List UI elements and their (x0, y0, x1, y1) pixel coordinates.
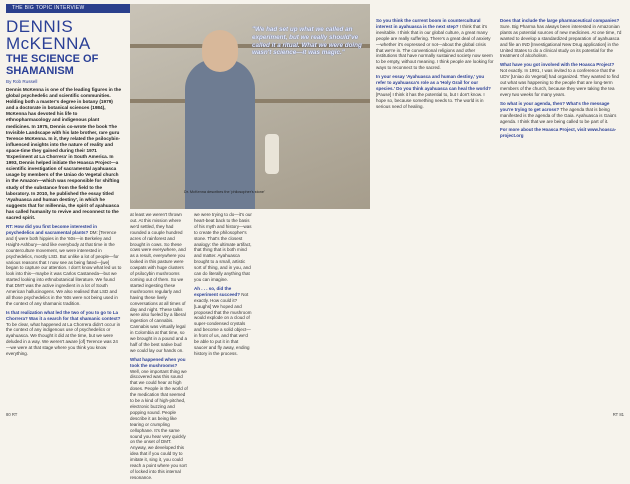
column-5 (500, 18, 622, 142)
answer: To be clear, what happened at La Chorrera didn't occur in the context of any indigenous use of psychedelics or ayahuasca. We thought it did at the time, but we were deluded in a way. We weren't aware [of] Terence was 24—we were at that stage where you think you know everything. (6, 321, 121, 357)
page-number-left: 80 RT (6, 412, 18, 417)
headline-title: THE SCIENCE OF SHAMANISM (6, 53, 99, 77)
question: Is that realization what led the two of you to go to La Chorrera? Was it a search for that shamanic context? (6, 309, 121, 321)
question: So what is your agenda, then? What's the message you're trying to get across? (500, 100, 610, 112)
section-tab: THE BIG TOPIC INTERVIEW (6, 4, 130, 13)
question: Ah . . . so, did the experiment succeed? (194, 285, 241, 297)
answer: DM: [Terence and I] were both hippies in the '60s—in Berkeley and Haight-Ashbury—and like everybody at that time in the counterculture movement, we were interested in psychedelics, mostly LSD. But unlike a lot of people—for various reasons that I now see as being fated—[we] began to capture our attention. I don't know what led us to look into this—maybe it was Carlos Castaneda—but we started looking into ethnobotanical literature. We found that DMT was the active ingredient in a lot of South American hallucinogens. We also realised that LSD and all those psychedelics in the '60s were not being used in the context of any shamanic tradition. (6, 229, 122, 306)
article-intro (6, 18, 122, 360)
column-3 (194, 212, 252, 360)
question: RT: How did you first become interested in psychedelics and sacramental plants? (6, 224, 98, 235)
answer: [Pause] I think it has the potential to, but I don't know. I hope so, because something needs to. The world is in serious need of healing. (376, 91, 485, 109)
answer: Not exactly. In 1991, I was invited to a conference that the UDV [Uniao do Vegetal] had organized. They wanted to find out what was happening to the people that are long-term members of the church, because they were taking the tea every two weeks for many years. (500, 68, 619, 97)
question: So you think the current boom in countercultural interest in ayahuasca is the next step? (376, 18, 481, 29)
figure-head (202, 30, 238, 72)
answer: we were trying to do—it's our heart-beat back to the basis of his myth and history—was to create the philosopher's stone. That's the closest analogy: the ultimate artifact, that thing that is both mind and matter. Ayahuasca brought to a small, artistic sort of thing, and in you, and can do literally anything that you can imagine. (194, 212, 252, 282)
question: What happened when you took the mushrooms? (130, 356, 186, 368)
headline-name: DENNIS McKENNA (6, 17, 91, 53)
question: What have you got involved with the Hoasca Project? (500, 62, 615, 68)
answer: Sure. Big Pharma has always been interested in Amazonian plants as potential sources of new medicines. At one time, I'd wanted to develop a standardized preparation of ayahuasca and file an IND [Investigational New Drug application] in the United States to do a clinical study on its potential for the treatment of alcoholism. (500, 23, 622, 59)
answer: Not exactly. How could it? [Laughs] We hoped and proposed that the mushroom would explode on a cloud of super-condensed crystals and become a solid object—in front of us, and that we'd be able to put it in that saucer and fly away, ending history in the process. (194, 291, 252, 356)
question: Does that include the large pharmaceutical companies? (500, 18, 620, 23)
byline: By Rob Russell (6, 79, 38, 84)
answer: The agenda that is being manifested is the agenda of the Gaia. Ayahuasca is Gaia's agenda. I think that we are being called to be part of it. (500, 106, 617, 124)
answer: Well, one important thing we discovered was this sound that we could hear at high doses. People in the world of the medication that seemed to be a kind of high-pitched, electronic buzzing and popping sound. People describe it as being like tearing or crumpling cellophane. It's the same sound you hear very quickly on the onset of DMT. Anyway, we developed this idea that if you could try to imitate it, sing it, you could reach a point where you sort of locked into this internal resonance. (130, 368, 188, 480)
photo-caption: Dr. McKenna describes the 'philosopher's stone' (184, 190, 265, 194)
question: In your essay 'Ayahuasca and human destiny,' you refer to ayahuasca's role as a 'Holy Grail for our species.' Do you think ayahuasca can heal the world? (376, 74, 491, 91)
pull-quote: "We had set up what we called an experiment, but we really should've called it a ritual. What we were doing wasn't science—it was magic." (252, 26, 362, 57)
column-2 (130, 212, 188, 484)
column-4 (376, 18, 494, 113)
answer: at least we weren't thrown out. At this mission where we'd settled, they had rounded a couple hundred acres of rainforest and brought in cows. So these cows were everywhere, and as a result, everywhere you looked in this pasture were cowpats with huge clusters of psilocybin mushrooms coming out of them. So we started ingesting these mushrooms regularly and having these lively conversations at all times of day and night. These talks were also fueled by a liberal ingestion of cannabis. Cannabis was virtually legal in Colombia at that time, so we brought in a pound and a half of the best native bud we could lay our hands on. (130, 212, 188, 353)
answer: I think that it's inevitable. I think that in our global culture, a great many people are really suffering. There's a great deal of anxiety—whether it's expressed or not—about the global crisis that we're in. The conventional religions and other institutions that have normally sustained society now seem to be empty, without meaning. I think people are looking for ways to reconnect to the sacred. (376, 23, 494, 71)
specimen-jar (265, 134, 279, 174)
column-1 (6, 224, 122, 357)
figure-shape (185, 59, 255, 209)
page-number-right: RT 81 (612, 412, 624, 417)
lead-paragraph: Dennis McKenna is one of the leading figures in the global psychedelic and scientific communities. Holding both a master's degree in botany (1979) and a doctorate in botanical sciences (1984), McKenna has devoted his life to ethnopharmacology and indigenous plant medicines. In 1975, Dennis co-wrote the book The Invisible Landscape with his late brother, rare guru Terence McKenna. In it, they related the psilocybin-influenced insights into the nature of reality and space-time they gained during their 1971 'Experiment at La Chorrera' in South America. In 1993, Dennis helped initiate the Hoasca Project—a scientific investigation of sacramental ayahuasca usage by members of the Uniao do Vegetal church in the Amazon—which was responsible for shifting study of the substance from the field to the laboratory. In 2010, he published the essay titled 'Ayahuasca and human destiny', in which he suggests that for millennia, the spirit of ayahuasca has called humanity to revive and reconnect to the sacred spirit. (6, 87, 122, 220)
more-info-link[interactable]: For more about the Hoasca Project, visit www.hoasca-project.org (500, 127, 617, 139)
